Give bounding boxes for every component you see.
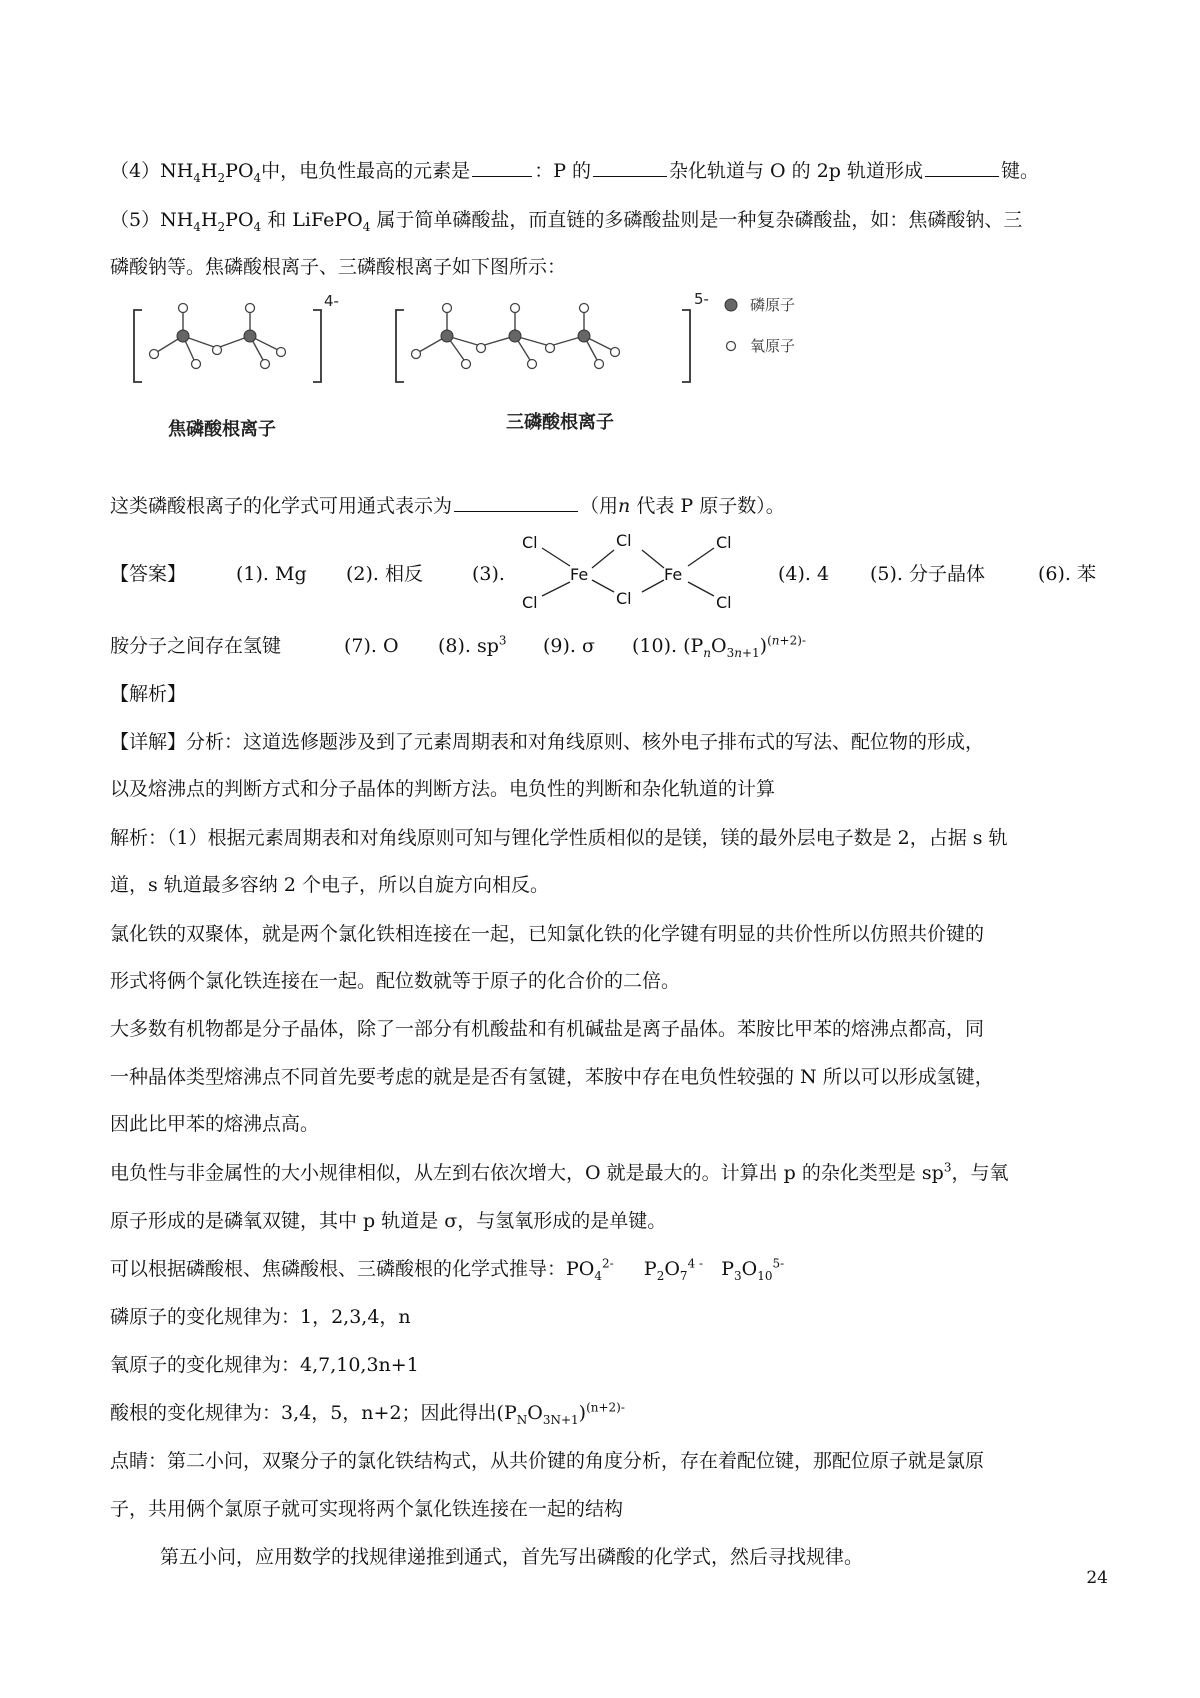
answer-1: (1). Mg	[236, 563, 307, 585]
answer-2: (2). 相反	[346, 563, 423, 585]
q5-text-e: 代表 P 原子数）。	[636, 495, 785, 517]
analysis-p9a: 点睛：第二小问，双聚分子的氯化铁结构式，从共价键的角度分析，存在着配位键，那配位原子就是氯原	[110, 1450, 985, 1472]
q4-text-4: 键。	[1001, 160, 1040, 182]
answer-8: (8). $sp^3$	[438, 633, 507, 657]
tri-charge: 5-	[694, 290, 709, 308]
question-4-line: $(4)NH_4H_2PO_4$中，电负性最高的元素是 ：P 的 杂化轨道与 O 的 2p 轨道形成 键。	[110, 160, 1040, 185]
question-5-line-1: $(5)NH_4H_2PO_4$ 和 LiFePO$_4$ 属于简单磷酸盐，而直链的多磷酸盐则是一种复杂磷酸盐，如：焦磷酸钠、三	[110, 209, 1023, 234]
blank-bond[interactable]	[925, 158, 999, 177]
cl-atom: Cl	[616, 589, 632, 608]
answer-4: (4). 4	[778, 563, 830, 585]
tri-label: 三磷酸根离子	[506, 412, 614, 433]
cl-atom: Cl	[716, 533, 732, 552]
answer-6: (6). 苯	[1038, 563, 1096, 585]
answer-9: (9). σ	[543, 635, 595, 657]
analysis-p2b: 形式将俩个氯化铁连接在一起。配位数就等于原子的化合价的二倍。	[110, 970, 681, 992]
cl-atom: Cl	[522, 593, 538, 612]
cl-atom: Cl	[716, 593, 732, 612]
q4-text-1: 中，电负性最高的元素是	[261, 160, 471, 182]
q4-prefix: （4）	[110, 160, 161, 182]
analysis-p1a: 解析：（1）根据元素周期表和对角线原则可知与锂化学性质相似的是镁，镁的最外层电子数是 2，占据 s 轨	[110, 827, 1008, 849]
analysis-p3c: 因此比甲苯的熔沸点高。	[110, 1113, 320, 1135]
analysis-detail: 【详解】分析：这道选修题涉及到了元素周期表和对角线原则、核外电子排布式的写法、配位物的形成，	[110, 731, 985, 753]
analysis-p8: 酸根的变化规律为：3,4，5，n+2；因此得出$(P_NO_{3N+1})^{(n+2)-}$	[110, 1400, 625, 1427]
q5-prefix: （5）	[110, 209, 161, 231]
phosphate-ions-figure	[120, 288, 880, 460]
analysis-p2a: 氯化铁的双聚体，就是两个氯化铁相连接在一起，已知氯化铁的化学键有明显的共价性所以仿照共价键的	[110, 923, 985, 945]
analysis-p10: 第五小问，应用数学的找规律递推到通式，首先写出磷酸的化学式，然后寻找规律。	[160, 1546, 864, 1568]
q5-n: n	[618, 495, 631, 517]
page-number: 24	[1086, 1568, 1108, 1588]
answer-7: (7). O	[344, 635, 399, 657]
q5-text-d: （用	[580, 495, 619, 517]
blank-general-formula[interactable]	[454, 493, 578, 512]
answer-3: (3).	[472, 563, 505, 585]
fe2cl6-structure	[518, 528, 750, 620]
question-5-line-2: 磷酸钠等。焦磷酸根离子、三磷酸根离子如下图所示：	[110, 256, 567, 278]
blank-hybrid[interactable]	[593, 158, 667, 177]
answer-6-cont: 胺分子之间存在氢键	[110, 635, 282, 657]
legend-phosphorus: 磷原子	[750, 296, 796, 314]
analysis-detail-2: 以及熔沸点的判断方式和分子晶体的判断方法。电负性的判断和杂化轨道的计算	[110, 778, 776, 800]
analysis-p6: 磷原子的变化规律为：1，2,3,4，n	[110, 1306, 411, 1328]
analysis-p4b: 原子形成的是磷氧双键，其中 p 轨道是 σ，与氢氧形成的是单键。	[110, 1210, 667, 1232]
q4-text-2: ：P 的	[534, 160, 592, 182]
q5-text-c: 这类磷酸根离子的化学式可用通式表示为	[110, 495, 453, 517]
answer-5: (5). 分子晶体	[870, 563, 985, 585]
analysis-p4a: 电负性与非金属性的大小规律相似，从左到右依次增大，O 就是最大的。计算出 p 的杂化类型是 $sp^3$，与氧	[110, 1160, 1009, 1184]
analysis-p7: 氧原子的变化规律为：4,7,10,3n+1	[110, 1354, 419, 1376]
answer-heading: 【答案】	[110, 563, 187, 585]
fe-atom: Fe	[664, 565, 683, 584]
analysis-heading: 【解析】	[110, 683, 187, 705]
blank-electronegativity[interactable]	[472, 158, 532, 177]
q4-text-3: 杂化轨道与 O 的 2p 轨道形成	[669, 160, 924, 182]
cl-atom: Cl	[616, 531, 632, 550]
analysis-p9b: 子，共用俩个氯原子就可实现将两个氯化铁连接在一起的结构	[110, 1498, 624, 1520]
analysis-p1b: 道，s 轨道最多容纳 2 个电子，所以自旋方向相反。	[110, 874, 549, 896]
pyro-label: 焦磷酸根离子	[168, 419, 276, 440]
question-5-line-3	[110, 493, 785, 518]
answer-10: (10). $(P_nO_{3n+1})^{(n+2)-}$	[632, 633, 806, 660]
pyro-charge: 4-	[324, 292, 339, 310]
analysis-p3a: 大多数有机物都是分子晶体，除了一部分有机酸盐和有机碱盐是离子晶体。苯胺比甲苯的熔沸点都高，同	[110, 1018, 985, 1040]
q5-text-b: 属于简单磷酸盐，而直链的多磷酸盐则是一种复杂磷酸盐，如：焦磷酸钠、三	[376, 209, 1023, 231]
analysis-p5: 可以根据磷酸根、焦磷酸根、三磷酸根的化学式推导：$PO_4^{2-}$ $P_2O_7^{4 -}$ $P_3O_{10}^{5-}$	[110, 1256, 785, 1283]
cl-atom: Cl	[522, 533, 538, 552]
analysis-p3b: 一种晶体类型熔沸点不同首先要考虑的就是是否有氢键，苯胺中存在电负性较强的 N 所以可以形成氢键，	[110, 1066, 994, 1088]
q5-text-a: 和 LiFePO	[267, 209, 363, 231]
legend-oxygen: 氧原子	[750, 337, 796, 355]
fe-atom: Fe	[570, 565, 589, 584]
